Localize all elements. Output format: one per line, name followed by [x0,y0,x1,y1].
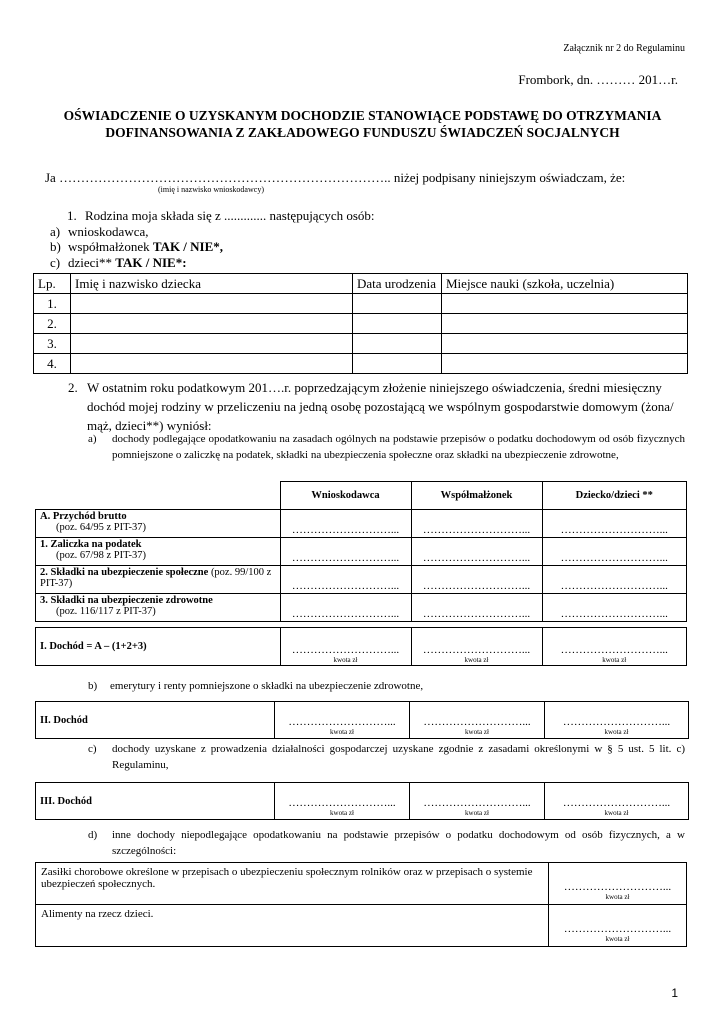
other-income-label: Alimenty na rzecz dzieci. [36,905,549,947]
amount-field[interactable]: ………………………... kwota zł [275,702,410,738]
annex-label: Załącznik nr 2 do Regulaminu [563,43,685,54]
table-row [36,594,687,622]
col-name: Imię i nazwisko dziecka [71,274,353,294]
family-c-choice[interactable]: TAK / NIE*: [115,254,187,270]
family-list: 1. Rodzina moja składa się z ............. następujących osób: a) wnioskodawca, b) współmałżonek TAK / NIE*, c) dzieci** TAK / NIE*: [50,208,375,270]
amount-field[interactable]: ………………………... [411,510,542,538]
income-ii-label: II. Dochód [40,714,88,726]
amount-field[interactable]: ………………………... kwota zł [549,905,687,947]
col-spouse: Współmałżonek [411,482,542,510]
income-ii-box [35,701,689,739]
page-number: 1 [671,986,678,1000]
amount-field[interactable]: ………………………... kwota zł [545,702,689,738]
section-2a-text: dochody podlegające opodatkowaniu na zasadach ogólnych na podstawie przepisów o podatku dochodowym od osób fizycznych pomniejszone o zaliczkę na podatek, składki na ubezpieczenia społeczne oraz składki na ubezpieczenie zdrowotne, [112,433,685,461]
family-b-label: współmałżonek [68,239,153,254]
child-school-field[interactable] [442,314,688,334]
amount-field[interactable]: ………………………... [411,566,542,594]
child-school-field[interactable] [442,294,688,314]
table-row: 2. [34,314,688,334]
section-2: 2. W ostatnim roku podatkowym 201….r. poprzedzającym złożenie niniejszego oświadczenia, średni miesięczny dochód mojej rodziny w przeliczeniu na jedną osobę pozostającą we wspólnym gospodarstwie domowym (żona/ mąż, dzieci**) wyniósł: [68,378,685,435]
table-row: 3. [34,334,688,354]
family-c-label: dzieci** [68,254,116,270]
income-table [35,481,687,666]
row-sub: (poz. 67/98 z PIT-37) [56,550,147,561]
section-2c: c) dochody uzyskane z prowadzenia działalności gospodarczej uzyskane zgodnie z zasadami określonymi w § 5 ust. 5 lit. c) Regulaminu, [92,742,685,773]
child-school-field[interactable] [442,354,688,374]
table-row [36,566,687,594]
child-birthdate-field[interactable] [353,334,442,354]
section-2a: a) dochody podlegające opodatkowaniu na zasadach ogólnych na podstawie przepisów o podatku dochodowym od osób fizycznych pomniejszone o zaliczkę na podatek, składki na ubezpieczenia społeczne oraz składki na ubezpieczenie zdrowotne, [92,432,685,463]
child-birthdate-field[interactable] [353,314,442,334]
amount-field[interactable]: ………………………... [411,594,542,622]
amount-field[interactable]: ………………………... [280,594,411,622]
section-2-text: W ostatnim roku podatkowym 201….r. poprzedzającym złożenie niniejszego oświadczenia, średni miesięczny dochód mojej rodziny w przeliczeniu na jedną osobę pozostającą we wspólnym gospodarstwie domowym (żona/ mąż, dzieci**) wyniósł: [87,380,674,433]
document-title: OŚWIADCZENIE O UZYSKANYM DOCHODZIE STANOWIĄCE PODSTAWĘ DO OTRZYMANIA DOFINANSOWANIA Z ZAKŁADOWEGO FUNDUSZU ŚWIADCZEŃ SOCJALNYCH [63,108,662,140]
row-sub: (poz. 116/117 z PIT-37) [56,606,156,617]
amount-field[interactable]: ………………………... [411,538,542,566]
children-table [33,273,688,374]
child-birthdate-field[interactable] [353,294,442,314]
col-birthdate: Data urodzenia [353,274,442,294]
child-name-field[interactable] [71,334,353,354]
child-name-field[interactable] [71,314,353,334]
section-2b-text: emerytury i renty pomniejszone o składki na ubezpieczenie zdrowotne, [110,680,424,692]
table-row [36,538,687,566]
family-b-choice[interactable]: TAK / NIE*, [152,239,224,254]
row-label: A. Przychód brutto [40,511,127,522]
child-school-field[interactable] [442,334,688,354]
section-2b: b) emerytury i renty pomniejszone o składki na ubezpieczenie zdrowotne, [88,680,424,692]
other-income-label: Zasiłki chorobowe określone w przepisach o ubezpieczeniu społecznym rolników oraz w przepisach o systemie ubezpieczeń społecznych. [36,863,549,905]
row-sub: (poz. 99/100 z PIT-37) [40,567,272,589]
amount-field[interactable]: ………………………... [542,538,687,566]
child-name-field[interactable] [71,294,353,314]
total-amount-spouse[interactable]: ………………………... kwota zł [411,628,542,666]
amount-field[interactable]: ………………………... kwota zł [549,863,687,905]
table-row: 1. [34,294,688,314]
col-lp: Lp. [34,274,71,294]
col-school: Miejsce nauki (szkoła, uczelnia) [442,274,688,294]
amount-field[interactable]: ………………………... kwota zł [275,783,410,819]
amount-field[interactable]: ………………………... [542,594,687,622]
row-label: 3. Składki na ubezpieczenie zdrowotne [40,595,213,606]
child-name-field[interactable] [71,354,353,374]
amount-field[interactable]: ………………………... [280,510,411,538]
col-applicant: Wnioskodawca [280,482,411,510]
amount-field[interactable]: ………………………... [280,538,411,566]
section-2d-text: inne dochody niepodlegające opodatkowaniu na podstawie przepisów o podatku dochodowym od osób fizycznych, a w szczególności: [112,829,685,857]
amount-field[interactable]: ………………………... kwota zł [410,702,545,738]
amount-field[interactable]: ………………………... [542,510,687,538]
family-line1: Rodzina moja składa się z ............. następujących osób: [85,208,375,223]
section-2d: d) inne dochody niepodlegające opodatkowaniu na podstawie przepisów o podatku dochodowym od osób fizycznych, a w szczególności: [92,828,685,859]
amount-field[interactable]: ………………………... kwota zł [410,783,545,819]
row-label: 1. Zaliczka na podatek [40,539,142,550]
child-birthdate-field[interactable] [353,354,442,374]
table-row [36,905,687,947]
table-row: 4. [34,354,688,374]
table-row [36,510,687,538]
intro-line: Ja ………………………………………………………………….. niżej podpisany niniejszym oświadczam, że: [45,170,626,185]
intro-sublabel: (imię i nazwisko wnioskodawcy) [158,185,264,194]
total-amount-children[interactable]: ………………………... kwota zł [542,628,687,666]
family-a: wnioskodawca, [68,223,149,239]
income-iii-label: III. Dochód [40,795,92,807]
amount-field[interactable]: ………………………... [280,566,411,594]
total-label: I. Dochód = A – (1+2+3) [36,628,281,666]
col-children: Dziecko/dzieci ** [542,482,687,510]
row-label: 2. Składki na ubezpieczenie społeczne [40,567,209,578]
income-iii-box [35,782,689,820]
total-amount-applicant[interactable]: ………………………... kwota zł [280,628,411,666]
section-2c-text: dochody uzyskane z prowadzenia działalności gospodarczej uzyskane zgodnie z zasadami określonymi w § 5 ust. 5 lit. c) Regulaminu, [112,743,685,771]
amount-field[interactable]: ………………………... [542,566,687,594]
amount-field[interactable]: ………………………... kwota zł [545,783,689,819]
other-income-table [35,862,687,947]
place-date: Frombork, dn. ……… 201…r. [518,72,678,87]
total-row [36,628,687,666]
table-row [36,863,687,905]
row-sub: (poz. 64/95 z PIT-37) [56,522,147,533]
